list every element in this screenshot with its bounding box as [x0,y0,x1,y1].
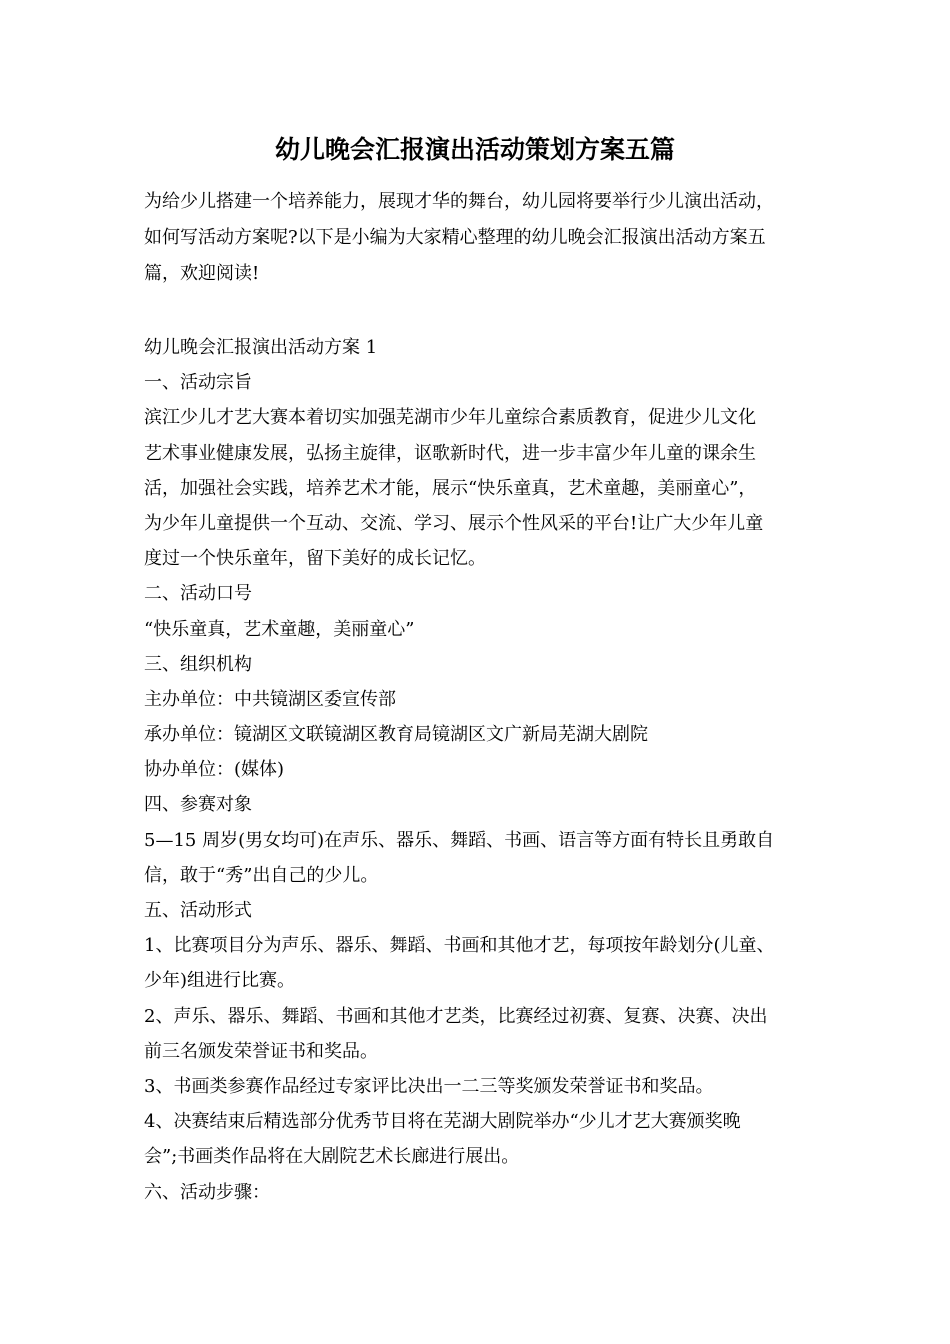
body-line: 为少年儿童提供一个互动、交流、学习、展示个性风采的平台!让广大少年儿童 [144,512,764,534]
document-title: 幼儿晚会汇报演出活动策划方案五篇 [274,135,675,164]
body-line: 2、声乐、器乐、舞蹈、书画和其他才艺类，比赛经过初赛、复赛、决赛、决出 [144,1005,768,1027]
body-line: 5—15 周岁(男女均可)在声乐、器乐、舞蹈、书画、语言等方面有特长且勇敢自 [144,829,775,851]
body-line: 前三名颁发荣誉证书和奖品。 [144,1040,378,1062]
body-line: 会”;书画类作品将在大剧院艺术长廊进行展出。 [144,1146,520,1168]
subsection-heading: 四、参赛对象 [144,794,252,816]
section-heading: 幼儿晚会汇报演出活动方案 1 [144,337,378,358]
body-line: 信，敢于“秀”出自己的少儿。 [144,864,379,886]
body-line: 3、书画类参赛作品经过专家评比决出一二三等奖颁发荣誉证书和奖品。 [144,1075,714,1097]
body-line: 协办单位：(媒体) [144,759,285,781]
body-line: 滨江少儿才艺大赛本着切实加强芜湖市少年儿童综合素质教育，促进少儿文化 [144,407,756,429]
body-line: 度过一个快乐童年，留下美好的成长记忆。 [144,548,486,570]
body-line: 4、决赛结束后精选部分优秀节目将在芜湖大剧院举办“少儿才艺大赛颁奖晚 [144,1111,741,1133]
intro-paragraph [144,184,834,292]
subsection-heading: 二、活动口号 [144,583,252,605]
body-line: 少年)组进行比赛。 [144,970,296,992]
intro-line: 如何写活动方案呢?以下是小编为大家精心整理的幼儿晚会汇报演出活动方案五 [144,227,766,248]
document-body [144,330,834,1210]
intro-line: 篇，欢迎阅读! [144,263,260,284]
subsection-heading: 三、组织机构 [144,653,252,675]
body-line: 活，加强社会实践，培养艺术才能，展示“快乐童真，艺术童趣，美丽童心”， [144,477,757,499]
body-line: 主办单位：中共镜湖区委宣传部 [144,688,396,710]
subsection-heading: 六、活动步骤： [144,1181,270,1203]
body-line: 1、比赛项目分为声乐、器乐、舞蹈、书画和其他才艺，每项按年龄划分(儿童、 [144,935,775,957]
body-line: 承办单位：镜湖区文联镜湖区教育局镜湖区文广新局芜湖大剧院 [144,724,648,746]
subsection-heading: 五、活动形式 [144,900,252,921]
body-line: “快乐童真，艺术童趣，美丽童心” [144,618,415,640]
subsection-heading: 一、活动宗旨 [144,372,252,394]
intro-line: 为给少儿搭建一个培养能力，展现才华的舞台，幼儿园将要举行少儿演出活动， [144,191,774,212]
body-line: 艺术事业健康发展，弘扬主旋律，讴歌新时代，进一步丰富少年儿童的课余生 [144,442,756,464]
